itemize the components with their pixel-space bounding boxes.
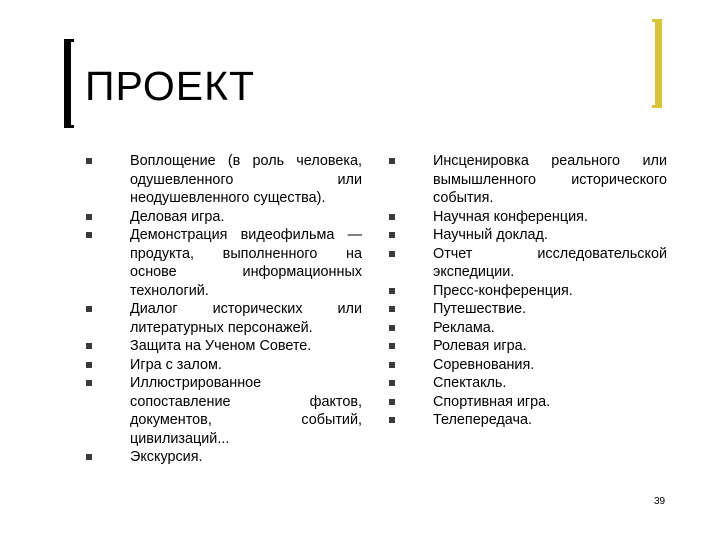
list-item <box>86 208 362 227</box>
list-item <box>389 393 667 412</box>
bullet-icon <box>389 306 395 312</box>
bullet-icon <box>389 251 395 257</box>
list-item-text: Игра с залом. <box>130 356 222 373</box>
list-item-text: Отчет исследовательской экспедиции. <box>433 245 667 280</box>
left-bullet-list <box>86 152 362 467</box>
bullet-icon <box>86 454 92 460</box>
list-item-text: Деловая игра. <box>130 208 225 225</box>
list-item-text: Экскурсия. <box>130 449 203 465</box>
list-item <box>389 152 667 208</box>
bullet-icon <box>389 158 395 164</box>
list-item-text: Диалог исторических или литературных персонажей. <box>130 301 362 336</box>
list-item-text: Научная конференция. <box>433 208 588 225</box>
bullet-icon <box>389 362 395 368</box>
list-item <box>389 374 667 393</box>
bullet-icon <box>389 232 395 238</box>
bullet-icon <box>389 343 395 349</box>
bullet-icon <box>389 325 395 331</box>
list-item <box>389 337 667 356</box>
list-item-text: Иллюстрированное сопоставление фактов, документов, событий, цивилизаций... <box>130 375 362 447</box>
list-item-text: Научный доклад. <box>433 227 548 243</box>
list-item <box>86 152 362 208</box>
list-item-text: Спортивная игра. <box>433 393 551 410</box>
bullet-icon <box>389 288 395 294</box>
bullet-icon <box>389 380 395 386</box>
bullet-icon <box>389 214 395 220</box>
slide-title: ПРОЕКТ <box>85 63 256 109</box>
list-item <box>389 208 667 227</box>
list-item <box>86 337 362 356</box>
list-item <box>389 411 667 430</box>
bullet-icon <box>86 343 92 349</box>
page-number: 39 <box>654 496 666 507</box>
bullet-icon <box>389 399 395 405</box>
right-bullet-list <box>389 152 667 430</box>
bullet-icon <box>86 158 92 164</box>
bullet-icon <box>86 306 92 312</box>
list-item-text: Телепередача. <box>433 412 532 428</box>
list-item <box>389 282 667 301</box>
bullet-icon <box>86 362 92 368</box>
list-item <box>86 374 362 448</box>
left-bracket-decoration <box>64 39 74 128</box>
list-item <box>86 300 362 337</box>
bullet-icon <box>389 417 395 423</box>
list-item <box>86 226 362 300</box>
list-item-text: Инсценировка реального или вымышленного исторического события. <box>433 153 667 206</box>
list-item <box>389 226 667 245</box>
right-bracket-decoration <box>652 19 662 108</box>
list-item <box>86 356 362 375</box>
bullet-icon <box>86 380 92 386</box>
bullet-icon <box>86 232 92 238</box>
list-item-text: Реклама. <box>433 319 495 336</box>
list-item-text: Ролевая игра. <box>433 338 527 354</box>
list-item-text: Воплощение (в роль человека, одушевленного или неодушевленного существа). <box>130 153 362 206</box>
list-item <box>389 319 667 338</box>
list-item <box>389 356 667 375</box>
list-item <box>389 245 667 282</box>
list-item-text: Спектакль. <box>433 375 507 391</box>
list-item-text: Защита на Ученом Совете. <box>130 338 312 354</box>
list-item-text: Демонстрация видеофильма — продукта, выполненного на основе информационных технологий. <box>130 227 362 299</box>
list-item <box>389 300 667 319</box>
list-item <box>86 448 362 467</box>
list-item-text: Путешествие. <box>433 301 526 317</box>
list-item-text: Соревнования. <box>433 356 535 373</box>
list-item-text: Пресс-конференция. <box>433 282 573 299</box>
bullet-icon <box>86 214 92 220</box>
